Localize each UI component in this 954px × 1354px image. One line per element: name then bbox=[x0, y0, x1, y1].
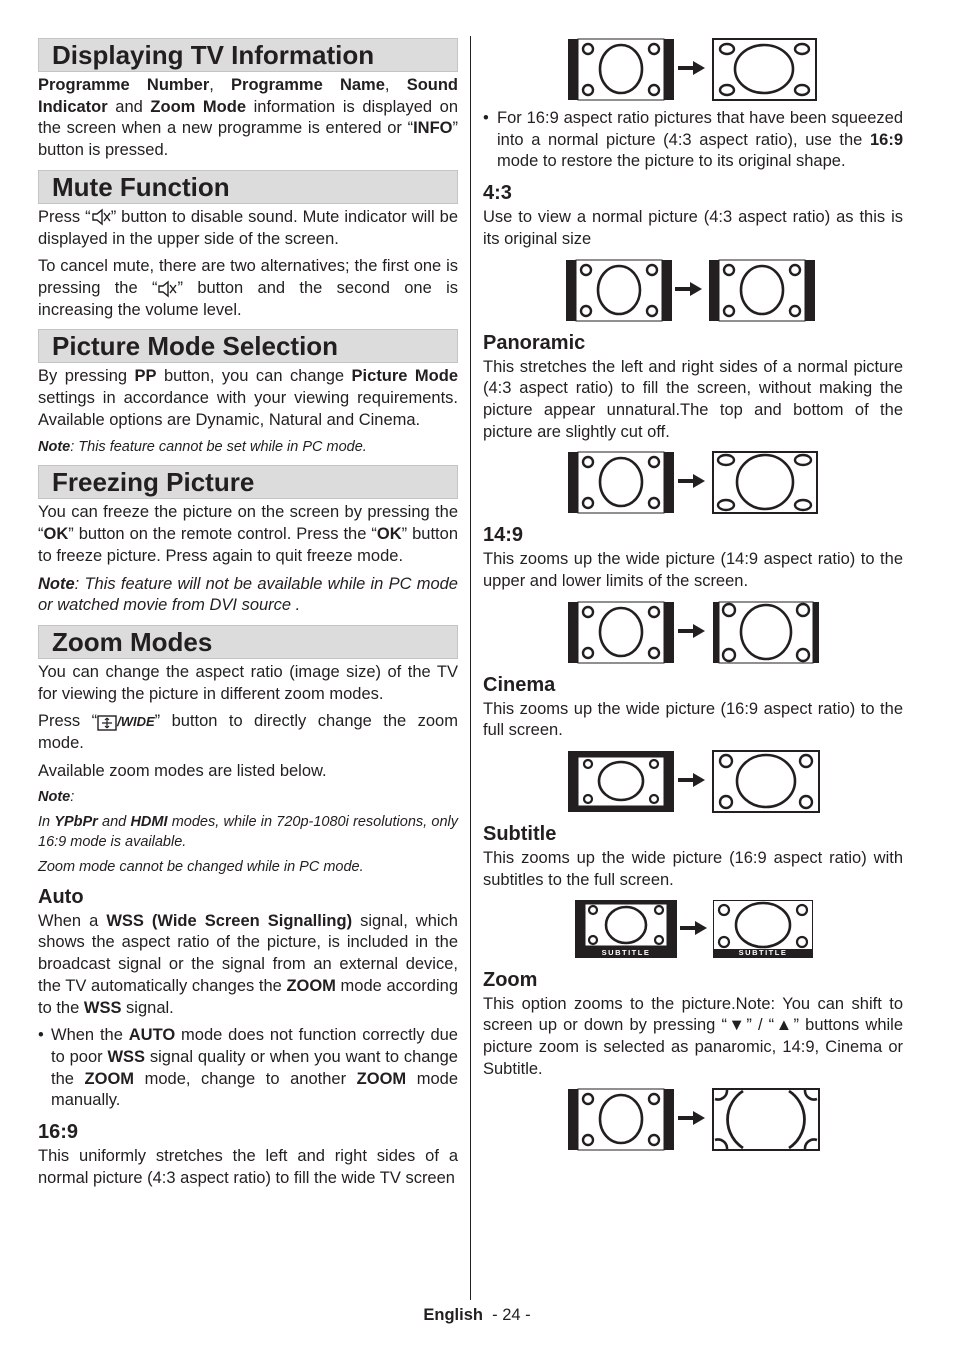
zoom-note-hdmi: In YPbPr and HDMI modes, while in 720p-1080i resolutions, only 16:9 mode is available. bbox=[38, 813, 458, 850]
heading-4-3: 4:3 bbox=[483, 182, 512, 205]
section-title-mute: Mute Function bbox=[38, 170, 458, 204]
footer-language: English bbox=[423, 1306, 483, 1324]
panoramic-paragraph: This stretches the left and right sides of a normal picture (4:3 aspect ratio) to fill the screen, without making the picture appear unnatural.The top and bottom of the picture are slightly cut off. bbox=[483, 357, 903, 441]
subtitle-label-left: SUBTITLE bbox=[601, 947, 651, 957]
diagram-16-9 bbox=[563, 36, 823, 102]
heading-subtitle: Subtitle bbox=[483, 823, 557, 846]
right-column bbox=[483, 36, 903, 1158]
auto-paragraph: When a WSS (Wide Screen Signalling) signal, which shows the aspect ratio of the picture, is included in the broadcast signal or the signal from an external device, the TV automatically changes the ZOOM mode according to the WSS signal. bbox=[38, 911, 458, 1017]
auto-bullet: • When the AUTO mode does not function correctly due to poor WSS signal quality or when you want to change the ZOOM mode, change to another ZOOM mode manually. bbox=[38, 1026, 459, 1110]
diagram-cinema bbox=[563, 748, 823, 814]
diagram-zoom bbox=[563, 1086, 823, 1152]
left-column bbox=[38, 38, 458, 1195]
heading-14-9: 14:9 bbox=[483, 524, 524, 547]
mute-paragraph-2: To cancel mute, there are two alternatives; the first one is pressing the “ ” button and the second one is increasing the volume level. bbox=[38, 257, 459, 319]
footer-page-number: - 24 - bbox=[482, 1306, 531, 1324]
diagram-14-9 bbox=[563, 599, 823, 665]
zoom-paragraph: This option zooms to the picture.Note: You can shift to screen up or down by pressing “▼” / “▲” buttons while picture zoom is selected as panaromic, 14:9, Cinema or Subtitle. bbox=[483, 994, 903, 1078]
page-footer bbox=[0, 1306, 954, 1325]
heading-zoom: Zoom bbox=[483, 968, 538, 991]
mute-icon bbox=[157, 280, 177, 298]
heading-panoramic: Panoramic bbox=[483, 331, 586, 354]
picture-mode-paragraph: By pressing PP button, you can change Picture Mode settings in accordance with your viewing requirements. Available options are Dynamic, Natural and Cinema. bbox=[38, 367, 459, 429]
mute-icon bbox=[91, 208, 111, 226]
tv-info-paragraph: Programme Number, Programme Name, Sound Indicator and Zoom Mode information is displayed on the screen when a new programme is entered or “INFO” button is pressed. bbox=[38, 76, 459, 160]
diagram-panoramic bbox=[563, 449, 823, 515]
14-9-paragraph: This zooms up the wide picture (14:9 aspect ratio) to the upper and lower limits of the screen. bbox=[483, 550, 903, 591]
zoom-note-pc: Zoom mode cannot be changed while in PC mode. bbox=[38, 858, 364, 875]
section-title-tv-info: Displaying TV Information bbox=[38, 38, 458, 72]
zoom-modes-paragraph-3: Available zoom modes are listed below. bbox=[38, 761, 327, 780]
zoom-note-label: Note: bbox=[38, 788, 75, 805]
16-9-paragraph: This uniformly stretches the left and right sides of a normal picture (4:3 aspect ratio) to fill the wide TV screen bbox=[38, 1147, 458, 1187]
zoom-modes-paragraph-1: You can change the aspect ratio (image size) of the TV for viewing the picture in different zoom modes. bbox=[38, 662, 458, 703]
subtitle-label-right: SUBTITLE bbox=[738, 947, 788, 957]
diagram-4-3 bbox=[563, 257, 823, 323]
subtitle-paragraph: This zooms up the wide picture (16:9 aspect ratio) with subtitles to the full screen. bbox=[483, 849, 903, 889]
4-3-paragraph: Use to view a normal picture (4:3 aspect ratio) as this is its original size bbox=[483, 208, 903, 248]
mute-paragraph-1: Press “ ” button to disable sound. Mute indicator will be displayed in the upper side of the screen. bbox=[38, 207, 458, 248]
section-title-zoom-modes: Zoom Modes bbox=[38, 625, 458, 659]
freeze-paragraph: You can freeze the picture on the screen by pressing the “OK” button on the remote control. Press the “OK” button to freeze picture. Press again to quit freeze mode. bbox=[38, 503, 458, 565]
column-divider bbox=[470, 36, 471, 1300]
cinema-paragraph: This zooms up the wide picture (16:9 aspect ratio) to the full screen. bbox=[483, 699, 903, 740]
heading-auto: Auto bbox=[38, 885, 84, 908]
section-title-freezing: Freezing Picture bbox=[38, 465, 458, 499]
picture-mode-note: Note: This feature cannot be set while in PC mode. bbox=[38, 439, 367, 456]
section-title-picture-mode: Picture Mode Selection bbox=[38, 329, 458, 363]
wide-button-icon: /WIDE bbox=[97, 711, 155, 733]
screen-icon bbox=[97, 715, 117, 731]
heading-16-9: 16:9 bbox=[38, 1121, 79, 1144]
diagram-subtitle bbox=[563, 898, 823, 960]
freeze-note: Note: This feature will not be available while in PC mode or watched movie from DVI source . bbox=[38, 574, 458, 615]
16-9-bullet: • For 16:9 aspect ratio pictures that have been squeezed into a normal picture (4:3 aspect ratio), use the 16:9 mode to restore the picture to its original shape. bbox=[483, 109, 903, 171]
zoom-modes-paragraph-2: Press “ /WIDE” button to directly change the zoom mode. bbox=[38, 712, 458, 753]
heading-cinema: Cinema bbox=[483, 673, 556, 696]
